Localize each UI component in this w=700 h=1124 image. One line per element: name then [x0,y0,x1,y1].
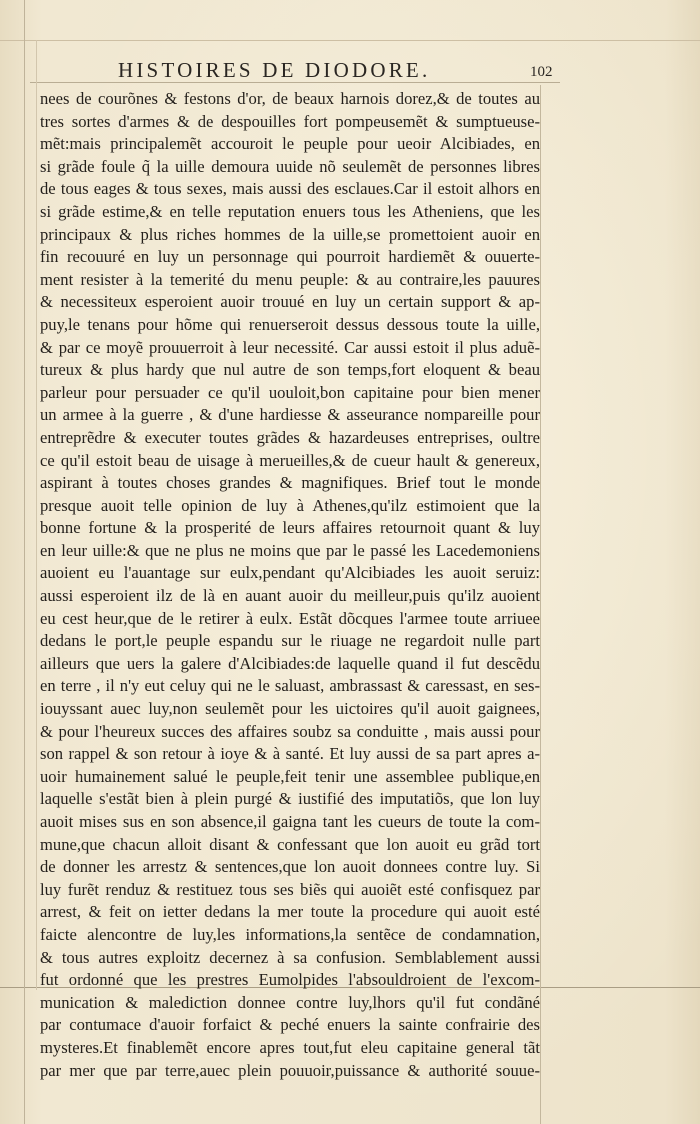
text-line: tureux & plus hardy que nul autre de son temps,fort eloquent & beau [40,360,540,380]
left-margin-rule [24,0,25,1124]
text-line: presque auoit telle opinion de luy à Athenes,qu'ilz estimoient que la [40,495,540,515]
text-line: mysteres.Et finablemẽt encore apres tout,fut eleu capitaine general tãt [40,1037,540,1057]
text-line: faicte alencontre de luy,les informations,la sentẽce de condamnation, [40,924,540,944]
text-line: de tous eages & tous sexes, mais aussi des esclaues.Car il estoit alhors en [40,179,540,199]
text-line: si grãde foule q̃ la uille demoura uuide nõ seulemẽt de personnes libres [40,156,540,176]
text-line: dedans le port,le peuple espandu sur le riuage ne regardoit nulle part [40,631,540,651]
text-line: & pour l'heureux succes des affaires soubz sa conduitte , mais aussi pour [40,721,540,741]
text-line: luy furẽt renduz & restituez tous ses biẽs qui auoiẽt esté confisquez par [40,879,540,899]
text-line: un armee à la guerre , & d'une hardiesse & asseurance nompareille pour [40,405,540,425]
text-line: en terre , il n'y eut celuy qui ne le saluast, ambrassast & caressast, en ses- [40,676,540,696]
text-left-rule [36,40,37,990]
body-text [40,88,550,1082]
text-line: ce qu'il estoit beau de uisage à merueilles,& de cueur hault & genereux, [40,450,540,470]
text-line: par contumace d'auoir forfaict & peché enuers la sainte confrairie des [40,1015,540,1035]
text-line: tres sortes d'armes & de despouilles fort pompeusemẽt & sumptueuse- [40,111,540,131]
text-line: auoit mises sus en son absence,il gaigna tant les cueurs de toute la com- [40,812,540,831]
text-line: & necessiteux esperoient auoir trouué en luy un certain support & ap- [40,292,540,312]
text-line: par mer que par terre,auec plein pouuoir,puissance & authorité souue- [40,1060,540,1080]
text-line: iouyssant auec luy,non seulemẽt pour les uictoires qu'il auoit gaignees, [40,699,540,719]
text-line: bonne fortune & la prosperité de leurs affaires retournoit quant & luy [40,518,540,538]
text-line: si grãde estime,& en telle reputation enuers tous les Atheniens, que les [40,201,540,221]
text-line: en leur uille:& que ne plus ne moins que par le passé les Lacedemoniens [40,540,540,560]
text-line: nees de courõnes & festons d'or, de beaux harnois dorez,& de toutes au [40,89,540,108]
text-line: son rappel & son retour à ioye & à santé. Et luy aussi de sa part apres a- [40,744,540,764]
text-line: mune,que chacun alloit disant & confessant que lon auoit eu grãd tort [40,834,540,854]
top-margin-rule [0,40,700,41]
text-line: parleur pour persuader ce qu'il uouloit,bon capitaine pour bien mener [40,382,540,402]
running-header [40,58,560,84]
text-line: de donner les arrestz & sentences,que lon auoit donnees contre luy. Si [40,857,540,877]
text-line: ailleurs que uers la galere d'Alcibiades:de laquelle quand il fut descẽdu [40,653,540,673]
text-line: munication & malediction donnee contre luy,lhors qu'il fut condãné [40,992,540,1012]
text-line: auoient eu l'auantage sur eulx,pendant qu'Alcibiades les auoit seruiz: [40,563,540,583]
text-line: mẽt:mais principalemẽt accouroit le peuple pour ueoir Alcibiades, en [40,134,540,154]
text-line: entreprẽdre & executer toutes grãdes & hazardeuses entreprises, oultre [40,427,540,447]
text-line: aussi esperoient ilz de là en auant auoir du meilleur,puis qu'ilz auoient [40,586,540,606]
running-title: HISTOIRES DE DIODORE. [118,58,431,82]
text-line: fin recouuré en luy un personnage qui pourroit hardiemẽt & ouuerte- [40,247,540,267]
text-line: aspirant à toutes choses grandes & magnifiques. Brief tout le monde [40,473,540,493]
text-line: & par ce moyẽ prouuerroit à leur necessité. Car aussi estoit il plus aduẽ- [40,337,540,357]
text-line: principaux & plus riches hommes de la uille,se promettoient auoir en [40,224,540,244]
page-number: 102 [530,64,553,80]
text-line: eu cest heur,que de le retirer à eulx. Estãt dõcques l'armee toute arriuee [40,608,540,628]
text-line: fut ordonné que les prestres Eumolpides l'absouldroient de l'excom- [40,970,540,990]
text-line: uoir humainement salué le peuple,feit tenir une assemblee publique,en [40,766,540,786]
text-line: ment resister à la temerité du menu peuple: & au contraire,les pauures [40,269,540,289]
text-line: & tous autres exploitz decernez à sa confusion. Semblablement aussi [40,947,540,967]
text-line: laquelle s'estãt bien à plein purgé & iustifié des imputatiõs, que lon luy [40,789,540,809]
text-line: puy,le tenans pour hõme qui renuerseroit dessus dessous toute la uille, [40,314,540,334]
text-line: arrest, & feit on ietter dedans la mer toute la procedure qui auoit esté [40,902,540,922]
